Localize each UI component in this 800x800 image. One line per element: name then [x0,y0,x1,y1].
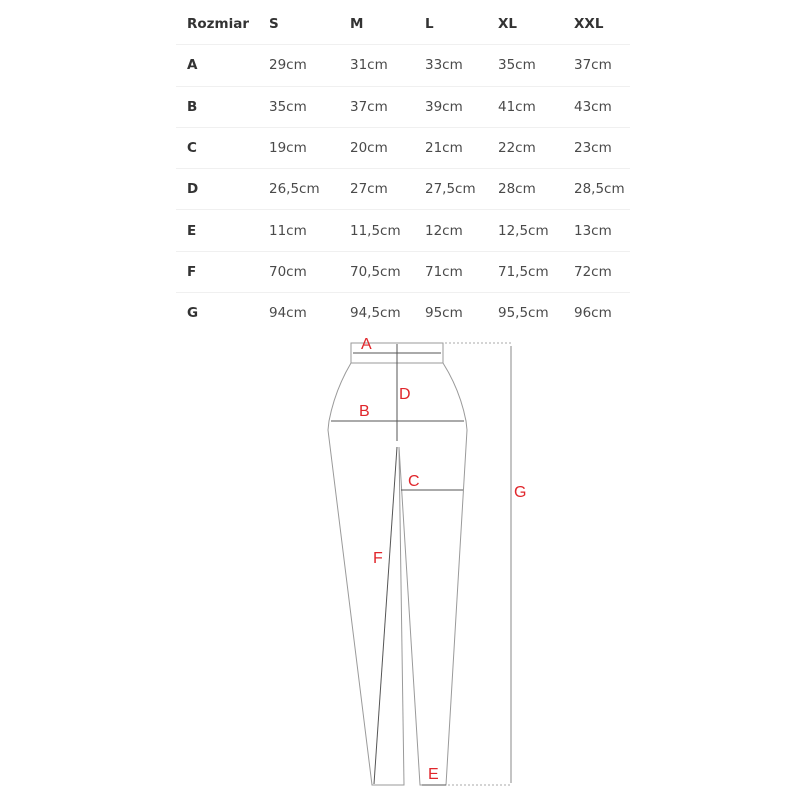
row-label: E [187,222,197,239]
table-row [176,169,630,210]
header-cell-size: Rozmiar [187,16,249,33]
label-e: E [428,766,439,783]
label-c: C [408,473,420,490]
row-label: B [187,98,198,115]
cell-value: 12cm [425,222,463,239]
label-d: D [399,386,411,403]
cell-value: 35cm [498,57,536,74]
header-cell-xxl: XXL [574,16,604,33]
cell-value: 29cm [269,57,307,74]
cell-value: 28,5cm [574,181,625,198]
cell-value: 96cm [574,305,612,322]
table-row [176,252,630,293]
label-a: A [361,336,372,353]
table-row [176,45,630,86]
cell-value: 19cm [269,140,307,157]
table-row [176,128,630,169]
cell-value: 94,5cm [350,305,401,322]
cell-value: 22cm [498,140,536,157]
cell-value: 37cm [350,98,388,115]
label-f: F [373,550,383,567]
header-cell-l: L [425,16,434,33]
cell-value: 11cm [269,222,307,239]
row-label: F [187,263,197,280]
table-header-row [176,4,630,45]
table-row [176,293,630,333]
cell-value: 71cm [425,263,463,280]
cell-value: 31cm [350,57,388,74]
cell-value: 39cm [425,98,463,115]
cell-value: 95cm [425,305,463,322]
cell-value: 23cm [574,140,612,157]
label-b: B [359,403,370,420]
cell-value: 95,5cm [498,305,549,322]
cell-value: 41cm [498,98,536,115]
header-cell-xl: XL [498,16,518,33]
cell-value: 35cm [269,98,307,115]
cell-value: 27,5cm [425,181,476,198]
measure-line-f [374,447,397,784]
table-row [176,87,630,128]
cell-value: 71,5cm [498,263,549,280]
cell-value: 70cm [269,263,307,280]
table-row [176,210,630,251]
cell-value: 20cm [350,140,388,157]
cell-value: 11,5cm [350,222,401,239]
cell-value: 70,5cm [350,263,401,280]
cell-value: 33cm [425,57,463,74]
cell-value: 28cm [498,181,536,198]
size-table [176,4,630,333]
cell-value: 27cm [350,181,388,198]
cell-value: 72cm [574,263,612,280]
cell-value: 43cm [574,98,612,115]
row-label: C [187,140,197,157]
label-g: G [514,484,527,501]
cell-value: 94cm [269,305,307,322]
row-label: A [187,57,198,74]
cell-value: 12,5cm [498,222,549,239]
cell-value: 13cm [574,222,612,239]
cell-value: 37cm [574,57,612,74]
cell-value: 21cm [425,140,463,157]
row-label: G [187,305,199,322]
header-cell-s: S [269,16,279,33]
row-label: D [187,181,199,198]
pants-outline [328,363,467,785]
cell-value: 26,5cm [269,181,320,198]
header-cell-m: M [350,16,364,33]
waistband-outline [351,343,443,363]
